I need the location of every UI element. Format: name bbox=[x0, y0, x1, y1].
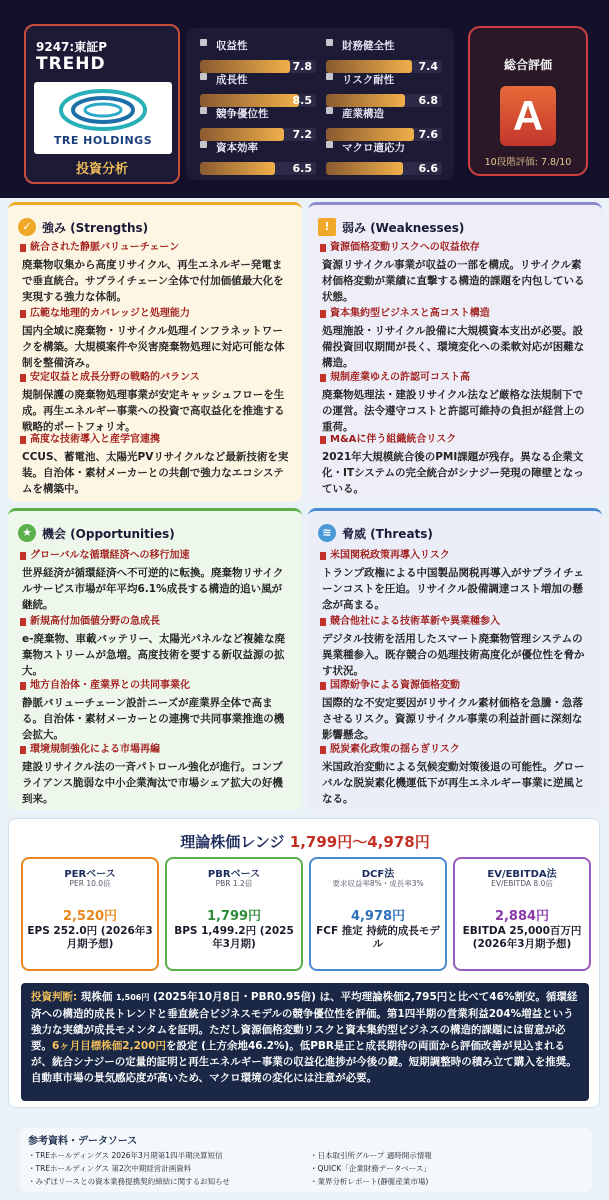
item-heading: 脱炭素化政策の揺らぎリスク bbox=[320, 743, 590, 757]
list-item bbox=[320, 371, 590, 435]
metrics-panel bbox=[186, 28, 454, 180]
card-title: PBRベース bbox=[207, 869, 261, 880]
item-heading: 規制産業ゆえの許認可コスト高 bbox=[320, 371, 590, 385]
metric-value: 6.8 bbox=[418, 94, 438, 107]
list-item bbox=[20, 371, 290, 435]
valuation-card-dcf bbox=[309, 857, 447, 971]
metric-risk-tolerance bbox=[324, 72, 442, 108]
metric-value: 7.4 bbox=[418, 60, 438, 73]
bullet-icon bbox=[326, 39, 333, 46]
metric-label: 財務健全性 bbox=[342, 40, 395, 52]
item-body: 廃棄物処理法・建設リサイクル法など厳格な法規制下での運営。法令遵守コストと許認可維持の負担が経営上の重荷。 bbox=[322, 389, 585, 433]
card-subtitle: PBR 1.2倍 bbox=[215, 879, 253, 888]
grade-badge: A bbox=[500, 86, 556, 146]
reference-text: TREホールディングス 2026年3月期第1四半期決算短信 bbox=[35, 1151, 223, 1160]
company-name: TREHD bbox=[36, 54, 106, 74]
metric-value: 7.6 bbox=[418, 128, 438, 141]
current-price: 1,506円 bbox=[116, 993, 150, 1002]
judgment-text: を設定 (上方余地46.2%)。低PBR是正と成長期待の両面から評価改善が見込まれるが、統合シナジーの定量的証明と再生エネルギー事業の収益化進捗が今後の鍵。短期調整時の積み立て購入を推奨。自動車市場の景気感応度が高いため、マクロ環境の変化には注意が必要。 bbox=[31, 1040, 577, 1084]
metric-value: 7.8 bbox=[292, 60, 312, 73]
overall-score: 10段階評価: 7.8/10 bbox=[484, 157, 572, 168]
metric-label: 競争優位性 bbox=[216, 108, 269, 120]
metric-label: マクロ適応力 bbox=[342, 142, 405, 154]
reference-text: QUICK「企業財務データベース」 bbox=[317, 1164, 431, 1173]
item-body: トランプ政権による中国製品関税再導入がサプライチェーンコストを圧迫。リサイクル設備調達コスト増加の懸念が高まる。 bbox=[322, 567, 584, 611]
valuation-card-pbr bbox=[165, 857, 303, 971]
list-item bbox=[320, 679, 590, 743]
list-item bbox=[20, 549, 290, 613]
card-value: 4,978円 bbox=[350, 909, 406, 924]
bullet-icon bbox=[200, 107, 207, 114]
metric-macro-adaptability bbox=[324, 140, 442, 176]
item-heading: 地方自治体・産業界との共同事業化 bbox=[20, 679, 290, 693]
item-heading: 資本集約型ビジネスと高コスト構造 bbox=[320, 307, 590, 321]
metric-competitive-advantage bbox=[198, 106, 316, 142]
metric-label: 収益性 bbox=[216, 40, 248, 52]
header bbox=[0, 0, 609, 198]
overall-rating-card bbox=[468, 26, 588, 176]
company-card bbox=[24, 24, 180, 184]
price-title-label: 理論株価レンジ bbox=[180, 833, 285, 851]
metric-growth bbox=[198, 72, 316, 108]
investment-judgment bbox=[21, 983, 589, 1101]
company-logo bbox=[34, 82, 172, 154]
card-value: 2,520円 bbox=[62, 909, 118, 924]
card-title: DCF法 bbox=[361, 869, 395, 880]
list-item bbox=[320, 549, 590, 613]
item-body: 資源リサイクル事業が収益の一部を構成。リサイクル素材価格変動が業績に直撃する構造的課題を内包している状態。 bbox=[322, 259, 585, 303]
item-body: 建設リサイクル法の一斉パトロール強化が進行。コンプライアンス脆弱な中小企業淘汰で市場シェア拡大の好機到来。 bbox=[22, 761, 283, 805]
references-section bbox=[20, 1128, 592, 1192]
item-heading: 安定収益と成長分野の戦略的バランス bbox=[20, 371, 290, 385]
judgment-label: 投資判断: bbox=[31, 991, 78, 1003]
metric-value: 8.5 bbox=[292, 94, 312, 107]
metric-value: 6.5 bbox=[292, 162, 312, 175]
item-heading: 統合された静脈バリューチェーン bbox=[20, 241, 290, 255]
item-heading: 米国関税政策再導入リスク bbox=[320, 549, 590, 563]
list-item bbox=[20, 307, 290, 371]
list-item bbox=[320, 241, 590, 305]
opportunities-title: 機会 (Opportunities) bbox=[42, 527, 175, 541]
item-heading: グローバルな循環経済への移行加速 bbox=[20, 549, 290, 563]
metric-industry-structure bbox=[324, 106, 442, 142]
overall-title: 総合評価 bbox=[503, 58, 552, 72]
card-desc: EBITDA 25,000百万円 (2026年3月期予想) bbox=[462, 925, 582, 950]
item-body: 2021年大規模統合後のPMI課題が残存。異なる企業文化・ITシステムの完全統合がシナジー発現の障壁となっている。 bbox=[322, 451, 584, 495]
judgment-text: 現株価 bbox=[77, 991, 117, 1003]
item-body: 米国政治変動による気候変動対策後退の可能性。グローバルな脱炭素化機運低下が再生エネルギー事業に逆風となる。 bbox=[322, 761, 585, 805]
item-body: CCUS、蓄電池、太陽光PVリサイクルなど最新技術を実装。自治体・素材メーカーとの共創で強力なエコシステムを構築中。 bbox=[22, 451, 289, 495]
item-heading: 高度な技術導入と産学官連携 bbox=[20, 433, 290, 447]
metric-value: 6.6 bbox=[418, 162, 438, 175]
metric-value: 7.2 bbox=[292, 128, 312, 141]
bullet-icon bbox=[326, 141, 333, 148]
bullet-icon bbox=[200, 39, 207, 46]
item-heading: 広範な地理的カバレッジと処理能力 bbox=[20, 307, 290, 321]
card-subtitle: EV/EBITDA 8.0倍 bbox=[491, 879, 553, 888]
list-item bbox=[20, 433, 290, 497]
list-item bbox=[20, 615, 290, 679]
item-body: デジタル技術を活用したスマート廃棄物管理システムの異業種参入。既存競合の処理技術高度化が優位性を脅かす状況。 bbox=[322, 633, 585, 677]
list-item bbox=[20, 679, 290, 743]
price-range: 1,799円〜4,978円 bbox=[289, 833, 430, 851]
item-body: 国内全域に廃棄物・リサイクル処理インフラネットワークを構築。大規模案件や災害廃棄物処理に対応可能な体制を整備済み。 bbox=[22, 325, 285, 369]
item-body: 廃棄物収集から高度リサイクル、再生エネルギー発電まで垂直統合。サプライチェーン全体で付加価値最大化を実現する強力な体制。 bbox=[22, 259, 284, 303]
reference-text: 業界分析レポート(静脈産業市場) bbox=[317, 1177, 429, 1186]
reference-item[interactable]: ・業界分析レポート(静脈産業市場) bbox=[310, 1177, 429, 1186]
tornado-icon: ≋ bbox=[318, 524, 336, 542]
threats-title: 脅威 (Threats) bbox=[342, 527, 433, 541]
reference-text: TREホールディングス 第2次中期経営計画資料 bbox=[35, 1164, 192, 1173]
logo-mark-icon bbox=[58, 88, 148, 132]
item-body: 規制保護の廃棄物処理事業が安定キャッシュフローを生成。再生エネルギー事業への投資で高収益化を推進する戦略的ポートフォリオ。 bbox=[22, 389, 285, 433]
strengths-title: 強み (Strengths) bbox=[42, 221, 149, 235]
price-range-section bbox=[8, 818, 600, 1108]
item-heading: 新規高付加価値分野の急成長 bbox=[20, 615, 290, 629]
item-heading: 競合他社による技術革新や異業種参入 bbox=[320, 615, 590, 629]
strengths-panel bbox=[8, 202, 302, 502]
item-body: 処理施設・リサイクル設備に大規模資本支出が必要。設備投資回収期間が長く、環境変化への柔軟対応が困難な構造。 bbox=[322, 325, 585, 369]
analysis-label: 投資分析 bbox=[75, 162, 128, 177]
metric-bar-fill bbox=[200, 162, 275, 175]
valuation-card-per bbox=[21, 857, 159, 971]
reference-text: 日本取引所グループ 適時開示情報 bbox=[317, 1151, 432, 1160]
logo-text: TRE HOLDINGS bbox=[53, 134, 153, 147]
reference-item[interactable]: ・TREホールディングス 2026年3月期第1四半期決算短信 bbox=[28, 1151, 223, 1160]
list-item bbox=[320, 307, 590, 371]
card-subtitle: 要求収益率8%・成長率3% bbox=[332, 879, 424, 888]
reference-item[interactable]: ・TREホールディングス 第2次中期経営計画資料 bbox=[28, 1164, 192, 1173]
strength-icon: ✓ bbox=[18, 218, 36, 236]
threats-panel bbox=[308, 508, 602, 810]
metric-label: 資本効率 bbox=[216, 142, 258, 154]
card-value: 2,884円 bbox=[494, 909, 550, 924]
reference-item[interactable]: ・日本取引所グループ 適時開示情報 bbox=[310, 1151, 432, 1160]
star-icon: ★ bbox=[18, 524, 36, 542]
list-item bbox=[320, 615, 590, 679]
card-desc: FCF 推定 持続的成長モデル bbox=[316, 925, 440, 950]
metric-bar bbox=[326, 162, 442, 175]
metric-capital-efficiency bbox=[198, 140, 316, 176]
reference-item[interactable]: ・QUICK「企業財務データベース」 bbox=[310, 1164, 431, 1173]
reference-item[interactable]: ・みずほリースとの資本業務提携契約締結に関するお知らせ bbox=[28, 1177, 230, 1186]
card-title: PERベース bbox=[64, 869, 116, 880]
metric-bar-fill bbox=[326, 162, 403, 175]
warning-icon: ! bbox=[318, 218, 336, 236]
bullet-icon bbox=[200, 73, 207, 80]
metric-profitability bbox=[198, 38, 316, 74]
ticker: 9247:東証P bbox=[36, 40, 107, 54]
list-item bbox=[320, 433, 590, 497]
list-item bbox=[20, 743, 290, 807]
opportunities-panel bbox=[8, 508, 302, 810]
price-title bbox=[9, 831, 601, 852]
item-heading: 国際紛争による資源価格変動 bbox=[320, 679, 590, 693]
list-item bbox=[20, 241, 290, 305]
bullet-icon bbox=[326, 73, 333, 80]
metric-financial-health bbox=[324, 38, 442, 74]
metric-label: 産業構造 bbox=[342, 108, 384, 120]
references-title: 参考資料・データソース bbox=[28, 1136, 138, 1147]
card-title: EV/EBITDA法 bbox=[487, 869, 557, 880]
metric-label: リスク耐性 bbox=[342, 74, 395, 86]
bullet-icon bbox=[200, 141, 207, 148]
card-value: 1,799円 bbox=[206, 909, 262, 924]
item-body: 国際的な不安定要因がリサイクル素材価格を急騰・急落させるリスク。資源リサイクル事業の利益計画に深刻な影響懸念。 bbox=[322, 697, 584, 741]
judgment-text: (2025年10月8日・PBR0.95倍) は、平均理論株価2,795円と比べて46%割安。循環経済への構造的成長トレンドと垂直統合ビジネスモデルの競争優位性を評価。第1四半期の営業利益204%増益という強力な実績が成長モメンタムを証明。ただし資源価格変動リスクと資本集約型ビジネスの構造的課題には留意が必要。 bbox=[31, 991, 578, 1052]
metric-bar bbox=[200, 162, 316, 175]
weaknesses-panel bbox=[308, 202, 602, 502]
metric-label: 成長性 bbox=[216, 74, 248, 86]
valuation-card-ev-ebitda bbox=[453, 857, 591, 971]
item-body: 静脈バリューチェーン設計ニーズが産業界全体で高まる。自治体・素材メーカーとの連携で共同事業推進の機会拡大。 bbox=[22, 697, 285, 741]
bullet-icon bbox=[326, 107, 333, 114]
list-item bbox=[320, 743, 590, 807]
item-body: e-廃棄物、車載バッテリー、太陽光パネルなど複雑な廃棄物ストリームが急増。高度技術を要する新収益源の拡大。 bbox=[22, 633, 286, 677]
item-heading: M&Aに伴う組織統合リスク bbox=[320, 433, 590, 447]
card-desc: EPS 252.0円 (2026年3月期予想) bbox=[27, 925, 153, 950]
reference-text: みずほリースとの資本業務提携契約締結に関するお知らせ bbox=[35, 1177, 230, 1186]
card-desc: BPS 1,499.2円 (2025年3月期) bbox=[174, 925, 294, 950]
card-subtitle: PER 10.0倍 bbox=[69, 879, 111, 888]
weaknesses-title: 弱み (Weaknesses) bbox=[342, 221, 465, 235]
target-price: 6ヶ月目標株価2,200円 bbox=[52, 1040, 167, 1052]
item-body: 世界経済が循環経済へ不可逆的に転換。廃棄物リサイクルサービス市場が年平均6.1%成長する構造的追い風が継続。 bbox=[22, 567, 284, 611]
item-heading: 資源価格変動リスクへの収益依存 bbox=[320, 241, 590, 255]
item-heading: 環境規制強化による市場再編 bbox=[20, 743, 290, 757]
